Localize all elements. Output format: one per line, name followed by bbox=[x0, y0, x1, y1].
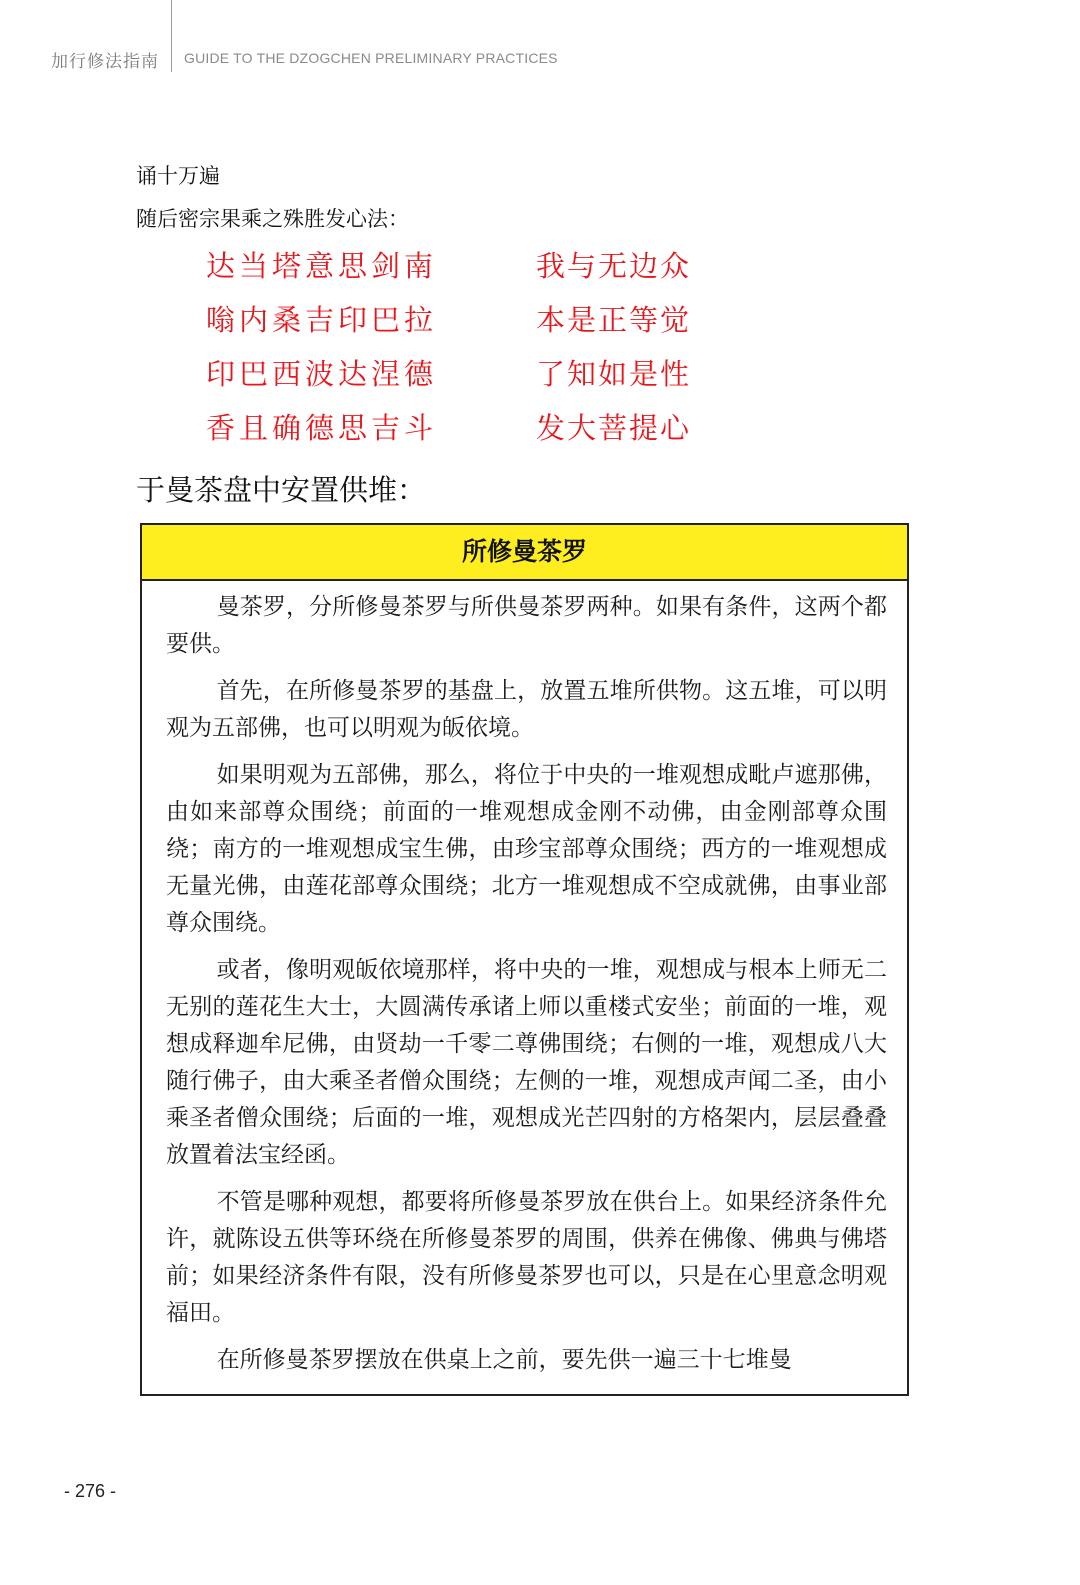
running-header-title-cn: 加行修法指南 bbox=[51, 52, 159, 72]
box-paragraph-1: 曼茶罗，分所修曼茶罗与所供曼茶罗两种。如果有条件，这两个都要供。 bbox=[166, 594, 887, 657]
verse-right-line-4: 发大菩提心 bbox=[536, 411, 692, 445]
mandala-info-box bbox=[140, 523, 909, 1396]
verse-right-line-2: 本是正等觉 bbox=[536, 303, 692, 337]
box-body bbox=[142, 581, 907, 1379]
verse-right-line-3: 了知如是性 bbox=[536, 357, 692, 391]
box-paragraph-2: 首先，在所修曼茶罗的基盘上，放置五堆所供物。这五堆，可以明观为五部佛，也可以明观为皈依境。 bbox=[166, 678, 887, 741]
page-number: - 276 - bbox=[64, 1481, 117, 1501]
verse-left-line-2: 嗡内桑吉印巴拉 bbox=[206, 303, 438, 337]
running-header-title-en: GUIDE TO THE DZOGCHEN PRELIMINARY PRACTICES bbox=[184, 50, 558, 66]
box-paragraph-4: 或者，像明观皈依境那样，将中央的一堆，观想成与根本上师无二无别的莲花生大士，大圆满传承诸上师以重楼式安坐；前面的一堆，观想成释迦牟尼佛，由贤劫一千零二尊佛围绕；右侧的一堆，观想成八大随行佛子，由大乘圣者僧众围绕；左侧的一堆，观想成声闻二圣，由小乘圣者僧众围绕；后面的一堆，观想成光芒四射的方格架内，层层叠叠放置着法宝经函。 bbox=[166, 957, 887, 1168]
verse-left-line-1: 达当塔意思剑南 bbox=[206, 249, 438, 283]
intro-line-recite: 诵十万遍 bbox=[136, 164, 220, 188]
box-paragraph-6: 在所修曼茶罗摆放在供桌上之前，要先供一遍三十七堆曼 bbox=[216, 1347, 792, 1373]
box-title: 所修曼茶罗 bbox=[142, 525, 907, 581]
box-paragraph-3: 如果明观为五部佛，那么，将位于中央的一堆观想成毗卢遮那佛，由如来部尊众围绕；前面的一堆观想成金刚不动佛，由金刚部尊众围绕；南方的一堆观想成宝生佛，由珍宝部尊众围绕；西方的一堆观想成无量光佛，由莲花部尊众围绕；北方一堆观想成不空成就佛，由事业部尊众围绕。 bbox=[166, 762, 887, 936]
intro-line-bodhicitta: 随后密宗果乘之殊胜发心法： bbox=[136, 207, 409, 231]
verse-right-line-1: 我与无边众 bbox=[536, 249, 692, 283]
verse-left-line-3: 印巴西波达涅德 bbox=[206, 357, 438, 391]
header-divider bbox=[171, 0, 172, 72]
box-paragraph-5: 不管是哪种观想，都要将所修曼茶罗放在供台上。如果经济条件允许，就陈设五供等环绕在所修曼茶罗的周围，供养在佛像、佛典与佛塔前；如果经济条件有限，没有所修曼茶罗也可以，只是在心里意念明观福田。 bbox=[166, 1189, 887, 1326]
verse-left-line-4: 香且确德思吉斗 bbox=[206, 411, 438, 445]
section-heading: 于曼茶盘中安置供堆： bbox=[136, 473, 427, 507]
